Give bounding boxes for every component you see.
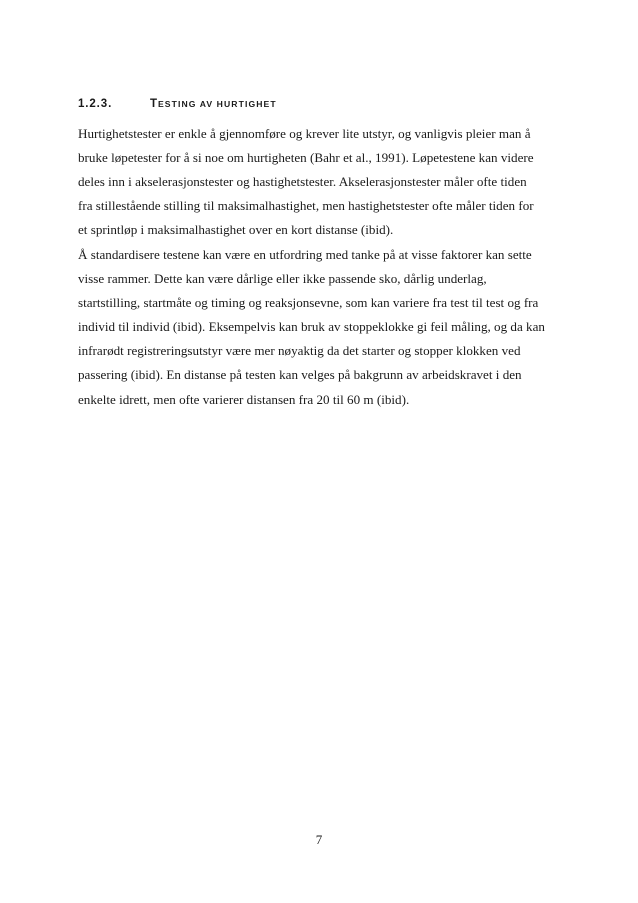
text-line: deles inn i akselerasjonstester og hastighetstester. Akselerasjonstester måler ofte tiden	[78, 174, 527, 190]
paragraph-2	[78, 243, 568, 412]
paragraph-1	[78, 122, 568, 242]
text-line: Å standardisere testene kan være en utfordring med tanke på at visse faktorer kan sette	[78, 247, 532, 262]
text-line: infrarødt registreringsutstyr være mer nøyaktig da det starter og stopper klokken ved	[78, 343, 521, 359]
section-title-initial: T	[150, 98, 158, 110]
text-line: passering (ibid). En distanse på testen kan velges på bakgrunn av arbeidskravet i den	[78, 367, 522, 383]
page-number: 7	[315, 832, 323, 847]
text-line: et sprintløp i maksimalhastighet over en kort distanse (ibid).	[78, 222, 394, 238]
text-line: startstilling, startmåte og timing og reaksjonsevne, som kan variere fra test til test og fra	[78, 295, 539, 311]
text-line: bruke løpetester for å si noe om hurtigheten (Bahr et al., 1991). Løpetestene kan videre	[78, 150, 534, 166]
section-heading	[78, 98, 578, 110]
text-line: enkelte idrett, men ofte varierer distansen fra 20 til 60 m (ibid).	[78, 391, 410, 407]
text-line: individ til individ (ibid). Eksempelvis kan bruk av stoppeklokke gi feil måling, og da kan	[78, 319, 545, 335]
text-line: Hurtighetstester er enkle å gjennomføre og krever lite utstyr, og vanligvis pleier man å	[78, 126, 531, 141]
section-title-rest: ESTING AV HURTIGHET	[157, 99, 277, 109]
section-number: 1.2.3.	[78, 98, 113, 110]
text-line: fra stillestående stilling til maksimalhastighet, men hastighetstester ofte måler tiden for	[78, 198, 534, 214]
text-line: visse rammer. Dette kan være dårlige eller ikke passende sko, dårlig underlag,	[78, 271, 487, 287]
